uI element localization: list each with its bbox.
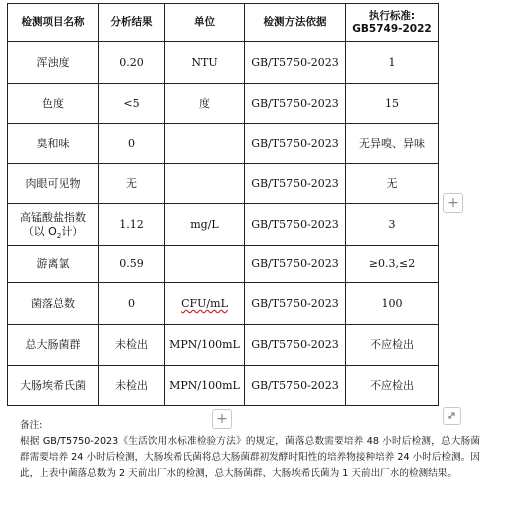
cell-item-line2-prefix: （以 O [22, 224, 57, 238]
cell-method: GB/T5750-2023 [245, 366, 346, 406]
cell-unit: MPN/100mL [165, 366, 245, 406]
header-result: 分析结果 [99, 4, 165, 42]
notes-body: 根据 GB/T5750-2023《生活饮用水标准检验方法》的规定，菌落总数需要培养 48 小时后检测，总大肠菌群需要培养 24 小时后检测，大肠埃希氏菌将总大肠菌群初发酵时阳性的培养物接种培养 24 小时后检测。因此，上表中菌落总数为 2 天前出厂水的检测，总大肠菌群、大肠埃希氏菌为 1 天前出厂水的检测结果。 [20, 436, 480, 479]
cell-result: 0 [99, 283, 165, 325]
cell-method: GB/T5750-2023 [245, 84, 346, 124]
cell-item: 臭和味 [8, 124, 99, 164]
cell-unit [165, 164, 245, 204]
water-quality-table [7, 3, 439, 406]
table-row [8, 246, 439, 283]
table-row [8, 124, 439, 164]
table-row [8, 42, 439, 84]
table-row [8, 325, 439, 366]
cell-item: 色度 [8, 84, 99, 124]
cell-result: 0.59 [99, 246, 165, 283]
cell-unit: NTU [165, 42, 245, 84]
cell-result: 未检出 [99, 325, 165, 366]
table-row [8, 204, 439, 246]
table-header-row [8, 4, 439, 42]
cell-item: 游离氯 [8, 246, 99, 283]
cell-standard: 无 [346, 164, 439, 204]
cell-method: GB/T5750-2023 [245, 204, 346, 246]
header-standard-line1: 执行标准: [368, 9, 416, 22]
cell-method: GB/T5750-2023 [245, 325, 346, 366]
table-row [8, 164, 439, 204]
cell-standard: ≥0.3,≤2 [346, 246, 439, 283]
cell-method: GB/T5750-2023 [245, 164, 346, 204]
cell-result: 1.12 [99, 204, 165, 246]
table-row [8, 84, 439, 124]
cell-unit [165, 283, 245, 325]
cell-item-line2 [10, 225, 96, 238]
cell-item: 总大肠菌群 [8, 325, 99, 366]
cell-item-subscript: 2 [56, 231, 62, 240]
cell-item: 浑浊度 [8, 42, 99, 84]
cell-unit: mg/L [165, 204, 245, 246]
cell-unit [165, 246, 245, 283]
cell-method: GB/T5750-2023 [245, 124, 346, 164]
cell-item: 大肠埃希氏菌 [8, 366, 99, 406]
cell-item: 菌落总数 [8, 283, 99, 325]
cell-result: 0.20 [99, 42, 165, 84]
notes-section [20, 418, 480, 482]
cell-unit: MPN/100mL [165, 325, 245, 366]
table-row [8, 366, 439, 406]
cell-method: GB/T5750-2023 [245, 283, 346, 325]
cell-unit: 度 [165, 84, 245, 124]
cell-item-line1: 高锰酸盐指数 [20, 211, 86, 225]
add-column-button[interactable]: + [443, 193, 463, 213]
cell-standard: 3 [346, 204, 439, 246]
header-method: 检测方法依据 [245, 4, 346, 42]
cell-method: GB/T5750-2023 [245, 246, 346, 283]
add-row-button[interactable]: + [212, 409, 232, 429]
cell-standard: 无异嗅、异味 [346, 124, 439, 164]
cell-standard: 不应检出 [346, 366, 439, 406]
cell-item-line2-suffix: 计） [61, 224, 84, 238]
header-standard-line2: GB5749-2022 [352, 22, 432, 35]
cell-unit [165, 124, 245, 164]
cell-item: 肉眼可见物 [8, 164, 99, 204]
cell-standard: 15 [346, 84, 439, 124]
cell-result: 0 [99, 124, 165, 164]
cell-item [8, 204, 99, 246]
cell-result: 无 [99, 164, 165, 204]
header-unit: 单位 [165, 4, 245, 42]
cell-standard: 1 [346, 42, 439, 84]
cell-standard: 100 [346, 283, 439, 325]
notes-title: 备注: [20, 420, 43, 431]
header-item-name: 检测项目名称 [8, 4, 99, 42]
cell-result: 未检出 [99, 366, 165, 406]
header-standard [346, 4, 439, 42]
table-row [8, 283, 439, 325]
cell-standard: 不应检出 [346, 325, 439, 366]
cell-result: <5 [99, 84, 165, 124]
cell-unit-text: CFU/mL [181, 296, 228, 310]
cell-method: GB/T5750-2023 [245, 42, 346, 84]
